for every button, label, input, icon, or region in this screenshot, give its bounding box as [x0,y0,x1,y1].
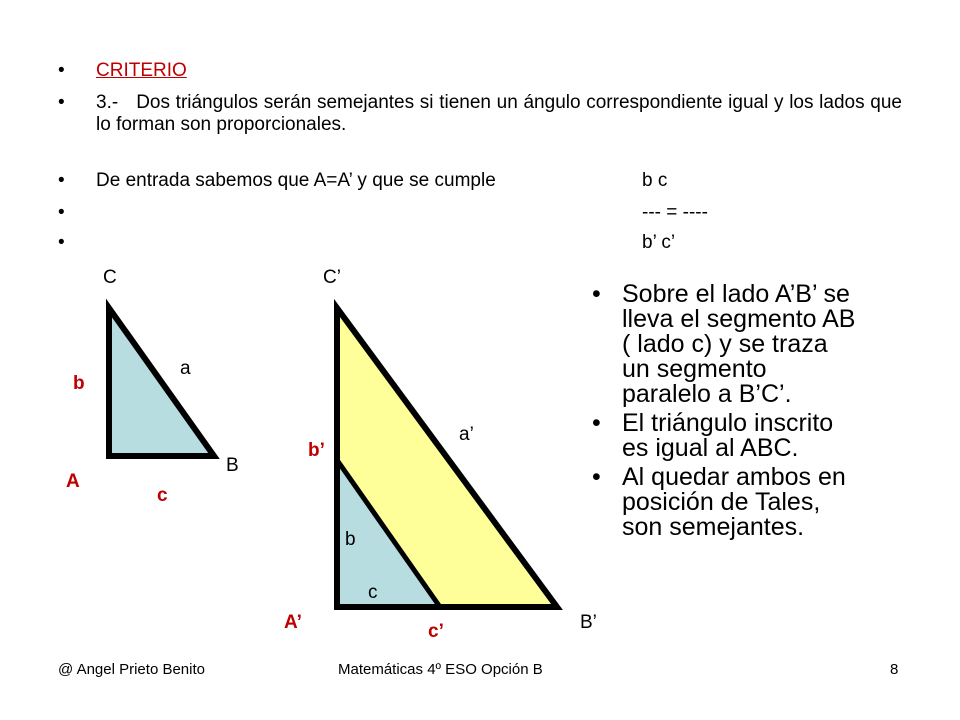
explanation-list [592,282,862,544]
small-triangle [109,308,214,456]
label-inner-side-b: b [345,529,356,550]
fraction-numerators: b c [642,170,668,191]
label-vertex-a: A [66,471,80,492]
fraction-line: --- = ---- [642,202,708,223]
bullet-dot: • [58,60,65,81]
footer-author: @ Angel Prieto Benito [58,661,205,678]
label-side-b: b [73,373,85,394]
footer-page-number: 8 [890,661,899,678]
bullet-dot: • [58,232,65,253]
explanation-text: El triángulo inscrito es igual al ABC. [622,409,834,462]
explanation-item [592,282,862,407]
label-side-a: a [180,358,191,379]
label-side-b-prime: b’ [308,440,325,461]
explanation-text: Al quedar ambos en posición de Tales, son semejantes. [622,463,846,541]
criterion-statement: Dos triángulos serán semejantes si tienen un ángulo correspondiente igual y los lados que lo forman son proporcionales. [96,92,902,135]
criterion-number: 3.- [96,92,119,113]
bullet-dot: • [592,280,601,308]
explanation-item [592,411,862,461]
label-vertex-c-prime: C’ [323,267,341,288]
label-side-a-prime: a’ [459,424,474,445]
bullet-dot: • [58,202,65,223]
heading-criterio: CRITERIO [96,60,187,81]
given-text: De entrada sabemos que A=A’ y que se cumple [96,170,496,191]
fraction-denominators: b’ c’ [642,232,676,253]
bullet-dot: • [592,463,601,491]
bullet-dot: • [592,409,601,437]
label-vertex-b-prime: B’ [580,612,597,633]
label-vertex-a-prime: A’ [284,612,302,633]
explanation-item [592,465,862,540]
bullet-dot: • [58,170,65,191]
footer-course: Matemáticas 4º ESO Opción B [338,661,543,678]
label-vertex-c: C [103,267,117,288]
bullet-dot: • [58,92,65,113]
label-inner-side-c: c [368,582,378,603]
label-side-c-prime: c’ [428,621,444,642]
explanation-text: Sobre el lado A’B’ se lleva el segmento AB ( lado c) y se traza un segmento paralelo a B’C’. [622,280,856,408]
label-side-c: c [157,485,168,506]
label-vertex-b: B [226,455,239,476]
